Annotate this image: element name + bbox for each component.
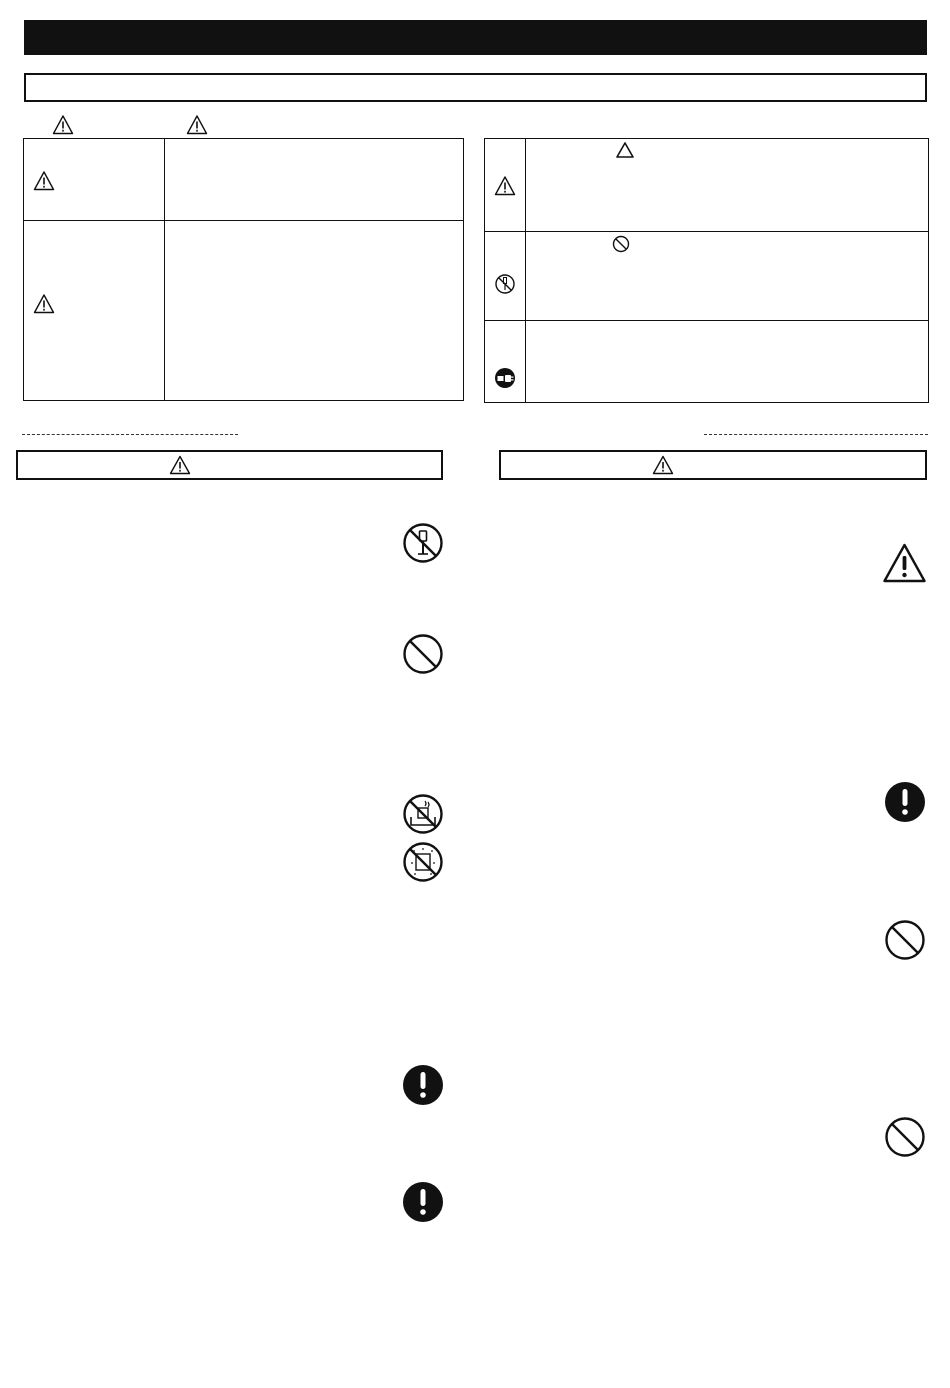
dashed-separator	[704, 434, 928, 435]
prohibition-icon	[402, 633, 444, 675]
warning-triangle-icon	[169, 455, 191, 475]
mandatory-icon	[402, 1064, 444, 1106]
no-wet-place-icon	[402, 841, 444, 883]
table-divider	[485, 320, 928, 321]
no-water-icon	[402, 793, 444, 835]
no-disassemble-icon	[402, 522, 444, 564]
warning-triangle-icon	[33, 293, 55, 315]
prohibition-icon	[884, 919, 926, 961]
unplug-icon	[494, 367, 516, 389]
warning-triangle-icon	[494, 175, 516, 197]
triangle-outline-icon	[615, 141, 635, 159]
dashed-separator	[22, 434, 238, 435]
prohibition-icon	[884, 1116, 926, 1158]
table-divider	[485, 231, 928, 232]
table-divider	[525, 139, 526, 402]
warning-level-table	[23, 138, 464, 401]
warning-triangle-icon	[186, 114, 208, 136]
subtitle-box	[24, 73, 927, 102]
prohibition-circle-icon	[612, 235, 630, 253]
symbol-legend-table	[484, 138, 929, 403]
warning-triangle-icon	[882, 542, 927, 584]
table-divider	[24, 220, 463, 221]
page-title-bar	[24, 20, 927, 55]
mandatory-icon	[884, 781, 926, 823]
table-divider	[164, 139, 165, 400]
warning-triangle-icon	[33, 170, 55, 192]
no-disassemble-icon	[494, 273, 516, 295]
warning-triangle-icon	[652, 455, 674, 475]
section-header-caution	[499, 450, 927, 480]
mandatory-icon	[402, 1181, 444, 1223]
section-header-warning	[16, 450, 443, 480]
warning-triangle-icon	[52, 114, 74, 136]
